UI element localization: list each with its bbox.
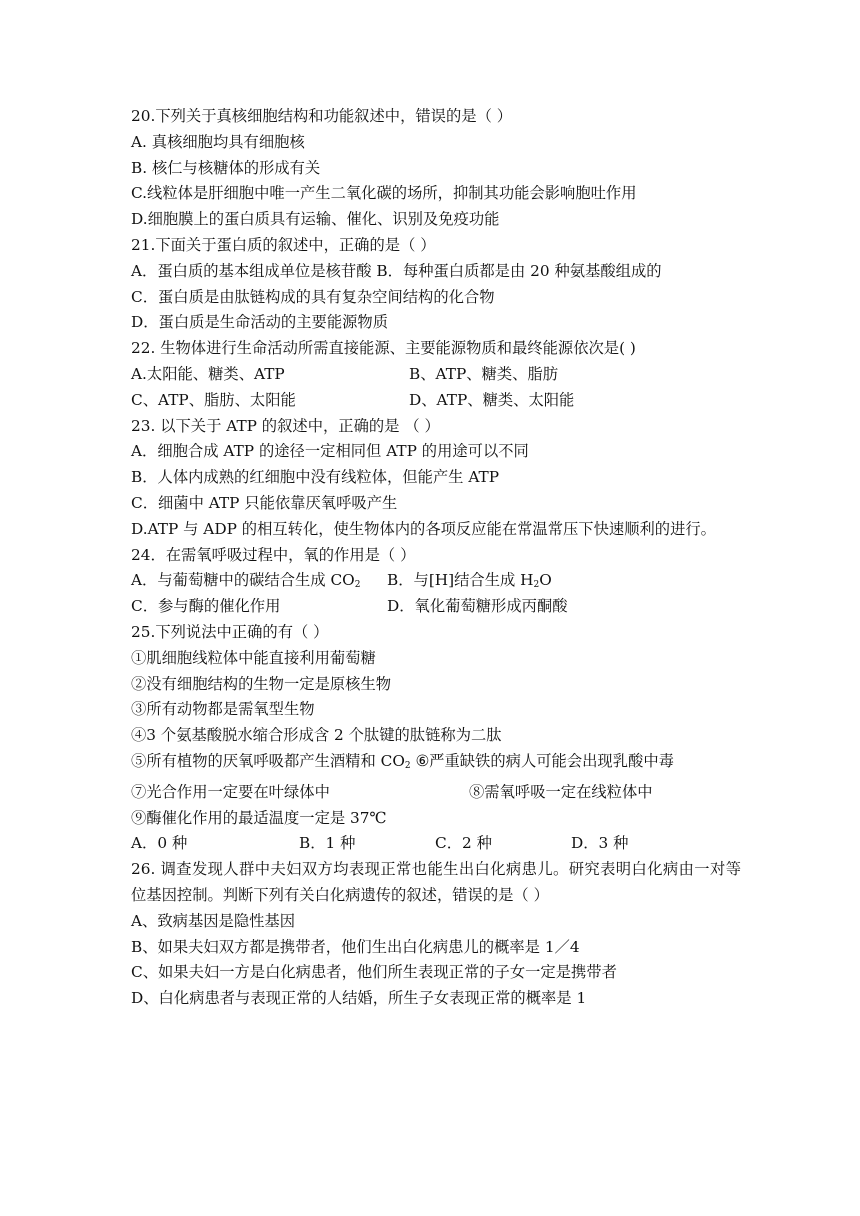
q23-option-c: C．细菌中 ATP 只能依靠厌氧呼吸产生 [131, 493, 398, 512]
q22-option-a: A.太阳能、糖类、ATP [131, 364, 285, 383]
q25-statement-5: ⑤所有植物的厌氧呼吸都产生酒精和 CO [131, 751, 405, 770]
q24-option-d: D．氧化葡萄糖形成丙酮酸 [387, 597, 568, 616]
q22-options-row-2 [131, 388, 741, 414]
q24-option-b-subscript: 2 [533, 580, 540, 591]
q24-stem: 24．在需氧呼吸过程中，氧的作用是（ ） [131, 545, 416, 564]
q25-statement-8: ⑧需氧呼吸一定在线粒体中 [469, 782, 653, 801]
q20-option-d: D.细胞膜上的蛋白质具有运输、催化、识别及免疫功能 [131, 210, 500, 229]
q24-option-b-text: B．与[H]结合生成 H [387, 571, 534, 590]
q20-option-a: A. 真核细胞均具有细胞核 [131, 132, 305, 151]
q25-statement-7: ⑦光合作用一定要在叶绿体中 [131, 782, 330, 801]
q26-option-c: C、如果夫妇一方是白化病患者，他们所生表现正常的子女一定是携带者 [131, 963, 617, 982]
q25-statement-1: ①肌细胞线粒体中能直接利用葡萄糖 [131, 648, 376, 667]
q25-option-c: C．2 种 [435, 834, 492, 853]
q25-option-b: B．1 种 [299, 834, 356, 853]
q26-stem: 26. 调查发现人群中夫妇双方均表现正常也能生出白化病患儿。研究表明白化病由一对等位基因控制。判断下列有关白化病遗传的叙述，错误的是（ ） [131, 860, 741, 904]
q20-stem: 20.下列关于真核细胞结构和功能叙述中，错误的是（ ） [131, 107, 513, 125]
q23-stem: 23. 以下关于 ATP 的叙述中，正确的是 （ ） [131, 416, 440, 435]
q21-option-d: D．蛋白质是生命活动的主要能源物质 [131, 313, 389, 332]
question-list [131, 104, 741, 1012]
q25-statement-9: ⑨酶催化作用的最适温度一定是 37℃ [131, 808, 387, 827]
q26-option-a: A、致病基因是隐性基因 [131, 911, 296, 930]
q20-option-c: C.线粒体是肝细胞中唯一产生二氧化碳的场所，抑制其功能会影响胞吐作用 [131, 184, 637, 203]
q22-option-d: D、ATP、糖类、太阳能 [409, 390, 575, 409]
q24-option-b-tail: O [539, 571, 552, 590]
q24-options-row-2 [131, 594, 741, 620]
q23-option-a: A．细胞合成 ATP 的途径一定相同但 ATP 的用途可以不同 [131, 442, 529, 461]
q23-option-d: D.ATP 与 ADP 的相互转化，使生物体内的各项反应能在常温常压下快速顺利的进行。 [131, 519, 716, 538]
q21-stem: 21.下面关于蛋白质的叙述中，正确的是（ ） [131, 235, 436, 254]
q24-option-a-subscript: 2 [354, 580, 361, 591]
q24-option-c: C．参与酶的催化作用 [131, 597, 281, 616]
q24-option-a-text: A．与葡萄糖中的碳结合生成 CO [131, 571, 355, 590]
q22-stem: 22. 生物体进行生命活动所需直接能源、主要能源物质和最终能源依次是( ) [131, 339, 636, 358]
q26-option-d: D、白化病患者与表现正常的人结婚，所生子女表现正常的概率是 1 [131, 989, 587, 1008]
q25-option-a: A．0 种 [131, 834, 188, 853]
q24-options-row-1 [131, 568, 741, 594]
q22-option-b: B、ATP、糖类、脂肪 [409, 364, 559, 383]
q25-statement-2: ②没有细胞结构的生物一定是原核生物 [131, 674, 392, 693]
q22-options-row-1 [131, 362, 741, 388]
q21-option-c: C．蛋白质是由肽链构成的具有复杂空间结构的化合物 [131, 287, 495, 306]
q25-statement-5-subscript: 2 [404, 760, 411, 771]
q24-option-b [387, 568, 687, 594]
q25-options [131, 831, 741, 857]
q26-option-b: B、如果夫妇双方都是携带者，他们生出白化病患儿的概率是 1／4 [131, 937, 580, 956]
q25-statement-3: ③所有动物都是需氧型生物 [131, 700, 315, 719]
q21-option-ab: A．蛋白质的基本组成单位是核苷酸 B．每种蛋白质都是由 20 种氨基酸组成的 [131, 261, 662, 280]
q22-option-c: C、ATP、脂肪、太阳能 [131, 390, 296, 409]
q25-statement-6: ⑥严重缺铁的病人可能会出现乳酸中毒 [410, 751, 674, 770]
q25-statement-7-8 [131, 780, 741, 806]
q25-statement-5-6 [131, 749, 741, 780]
q25-stem: 25.下列说法中正确的有（ ） [131, 622, 329, 641]
q20-option-b: B. 核仁与核糖体的形成有关 [131, 158, 321, 177]
q25-statement-4: ④3 个氨基酸脱水缩合形成含 2 个肽键的肽链称为二肽 [131, 726, 502, 745]
q24-option-a [131, 568, 387, 594]
q23-option-b: B．人体内成熟的红细胞中没有线粒体，但能产生 ATP [131, 468, 500, 487]
q25-option-d: D．3 种 [571, 834, 629, 853]
